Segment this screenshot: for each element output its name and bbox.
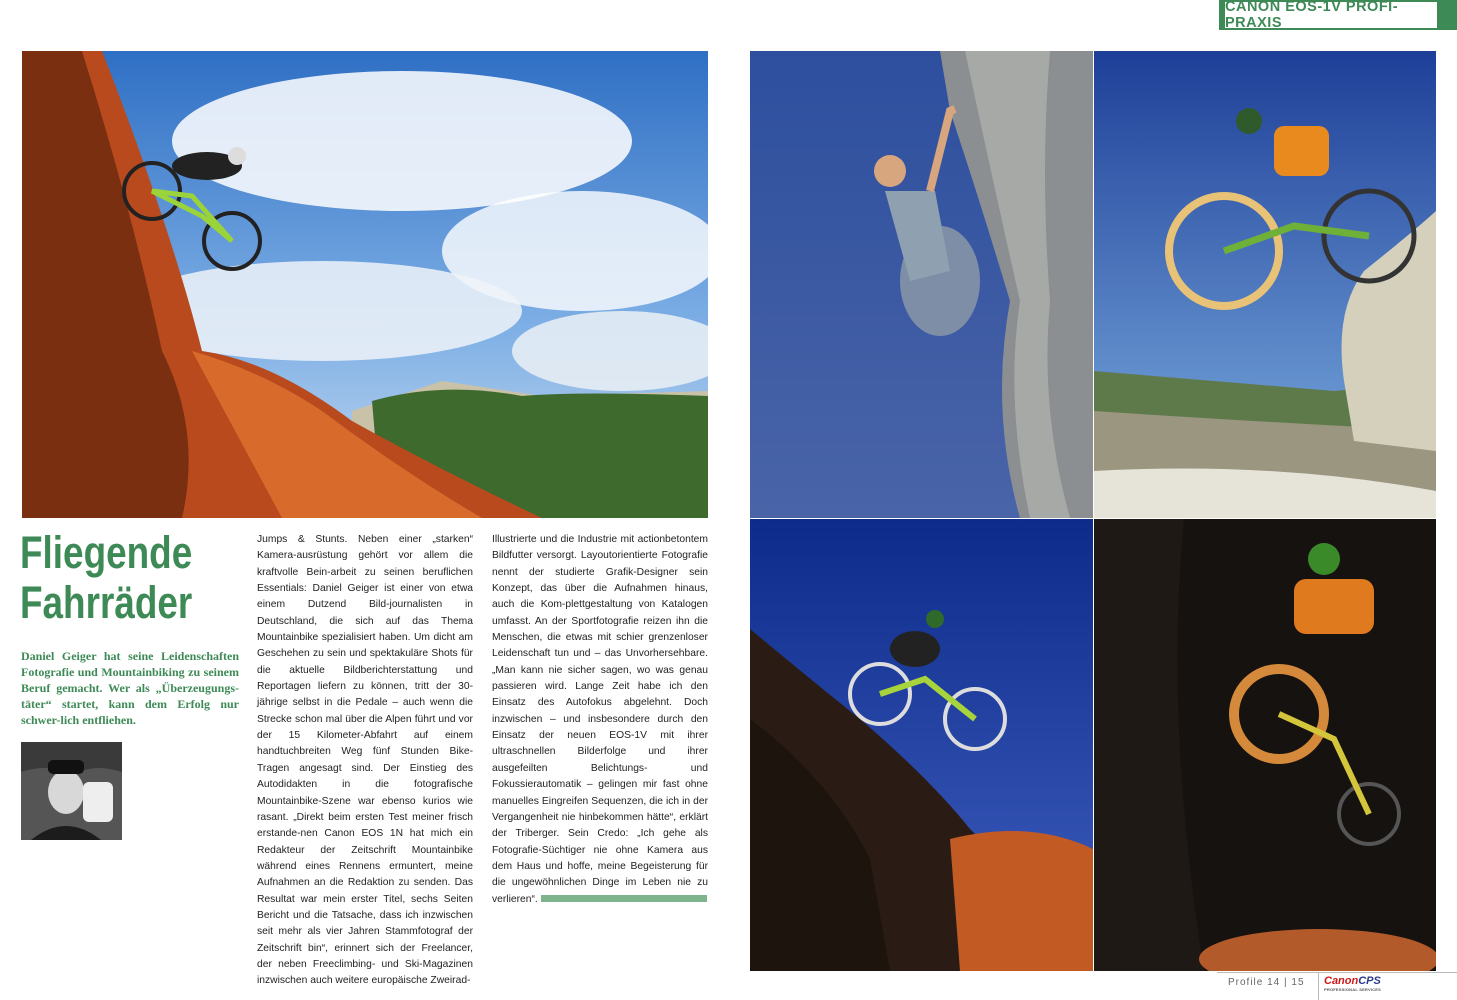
photo-climber <box>750 51 1093 518</box>
canon-cps-logo <box>1324 975 1384 994</box>
article-end-bar <box>541 895 707 902</box>
article-column-2-text: Illustrierte und die Industrie mit actionbetontem Bildfutter versorgt. Layoutorientierte Fotografie nennt der studierte Grafik-Designer sein Konzept, das über die Aufnahmen hinaus, auch die Kom-plettgestaltung von Katalogen umfasst. An der Sportfotografie reizen ihn die Menschen, die etwas mit schier grenzenloser Leidenschaft tun und – das Unvorhersehbare. „Man kann nie sicher sagen, wo was genau passieren wird. Lange Zeit habe ich den Einsatz des Autofokus abgelehnt. Doch inzwischen – und insbesondere durch den Einsatz der neuen EOS-1V mit ihrer ultraschnellen Bilderfolge und ihrer ausgefeilten Belichtungs- und Fokussierautomatik – gelingen mir fast ohne manuelles Eingreifen Sequenzen, die ich in der Vergangenheit nie hinbekommen hätte“, erklärt der Triberger. Sein Credo: „Ich gehe als Fotografie-Süchtiger nie ohne Kamera aus dem Haus und hoffe, meine Begeisterung für die ungewöhnlichen Dinge im Leben nie zu verlieren“. <box>492 534 708 905</box>
header-accent-bar <box>1440 0 1457 30</box>
photo-biker-drop-canyon <box>1094 519 1436 971</box>
article-title-line-2: Fahrräder <box>20 577 193 628</box>
logo-subtitle: PROFESSIONAL SERVICES <box>1324 987 1381 992</box>
photo-biker-jump-rocks <box>750 519 1093 971</box>
section-title: CANON EOS-1V PROFI-PRAXIS <box>1225 2 1437 28</box>
footer-separator <box>1318 972 1319 1000</box>
page-number: Profile 14 | 15 <box>1228 977 1305 988</box>
article-lead: Daniel Geiger hat seine Leidenschaften Fotografie und Mountainbiking zu seinem Beruf gemacht. Wer als „Überzeugungs-täter“ startet, kann dem Erfolg nur schwer-lich entfliehen. <box>21 649 239 727</box>
logo-cps-text: CPS <box>1358 975 1381 987</box>
hero-photo-biker-jump <box>22 51 708 518</box>
author-portrait <box>21 742 122 840</box>
section-header-tab <box>1219 0 1457 30</box>
photo-biker-jump-sky <box>1094 51 1436 518</box>
article-title <box>20 528 209 628</box>
logo-canon-text: Canon <box>1324 975 1359 987</box>
article-column-2 <box>492 532 708 908</box>
footer-rule <box>1217 972 1457 973</box>
article-column-1: Jumps & Stunts. Neben einer „starken“ Kamera-ausrüstung gehört vor allem die kraftvolle Bein-arbeit zu seinen beruflichen Essentials: Daniel Geiger ist einer von etwa einem Dutzend Bild-journalisten in Deutschland, die sich auf das Thema Mountainbike spezialisiert haben. Um dicht am Geschehen zu sein und spektakuläre Shots für die aktuelle Bildberichterstattung und Reportagen liefern zu können, tritt der 30-jährige selbst in die Pedale – auch wenn die Strecke schon mal über die Alpen führt und vor der 15 Kilometer-Abfahrt auf einem handtuchbreiten Weg fünf Stunden Bike-Tragen angesagt sind. Der Einstieg des Autodidakten in die fotografische Mountainbike-Szene war ebenso kurios wie rasant. „Direkt beim ersten Test meiner frisch erstande-nen Canon EOS 1N hat mich ein Redakteur der Zeitschrift Mountainbike während eines Rennens ermuntert, meine Aufnahmen an die Redaktion zu senden. Das Resultat war mein erster Titel, sechs Seiten Bericht und die Tatsache, dass ich inzwischen seit mehr als vier Jahren Stammfotograf der Zeitschrift bin“, erinnert sich der Freelancer, der neben Freeclimbing- und Ski-Magazinen inzwischen auch weitere europäische Zweirad- <box>257 534 473 987</box>
article-title-line-1: Fliegende <box>20 527 193 578</box>
